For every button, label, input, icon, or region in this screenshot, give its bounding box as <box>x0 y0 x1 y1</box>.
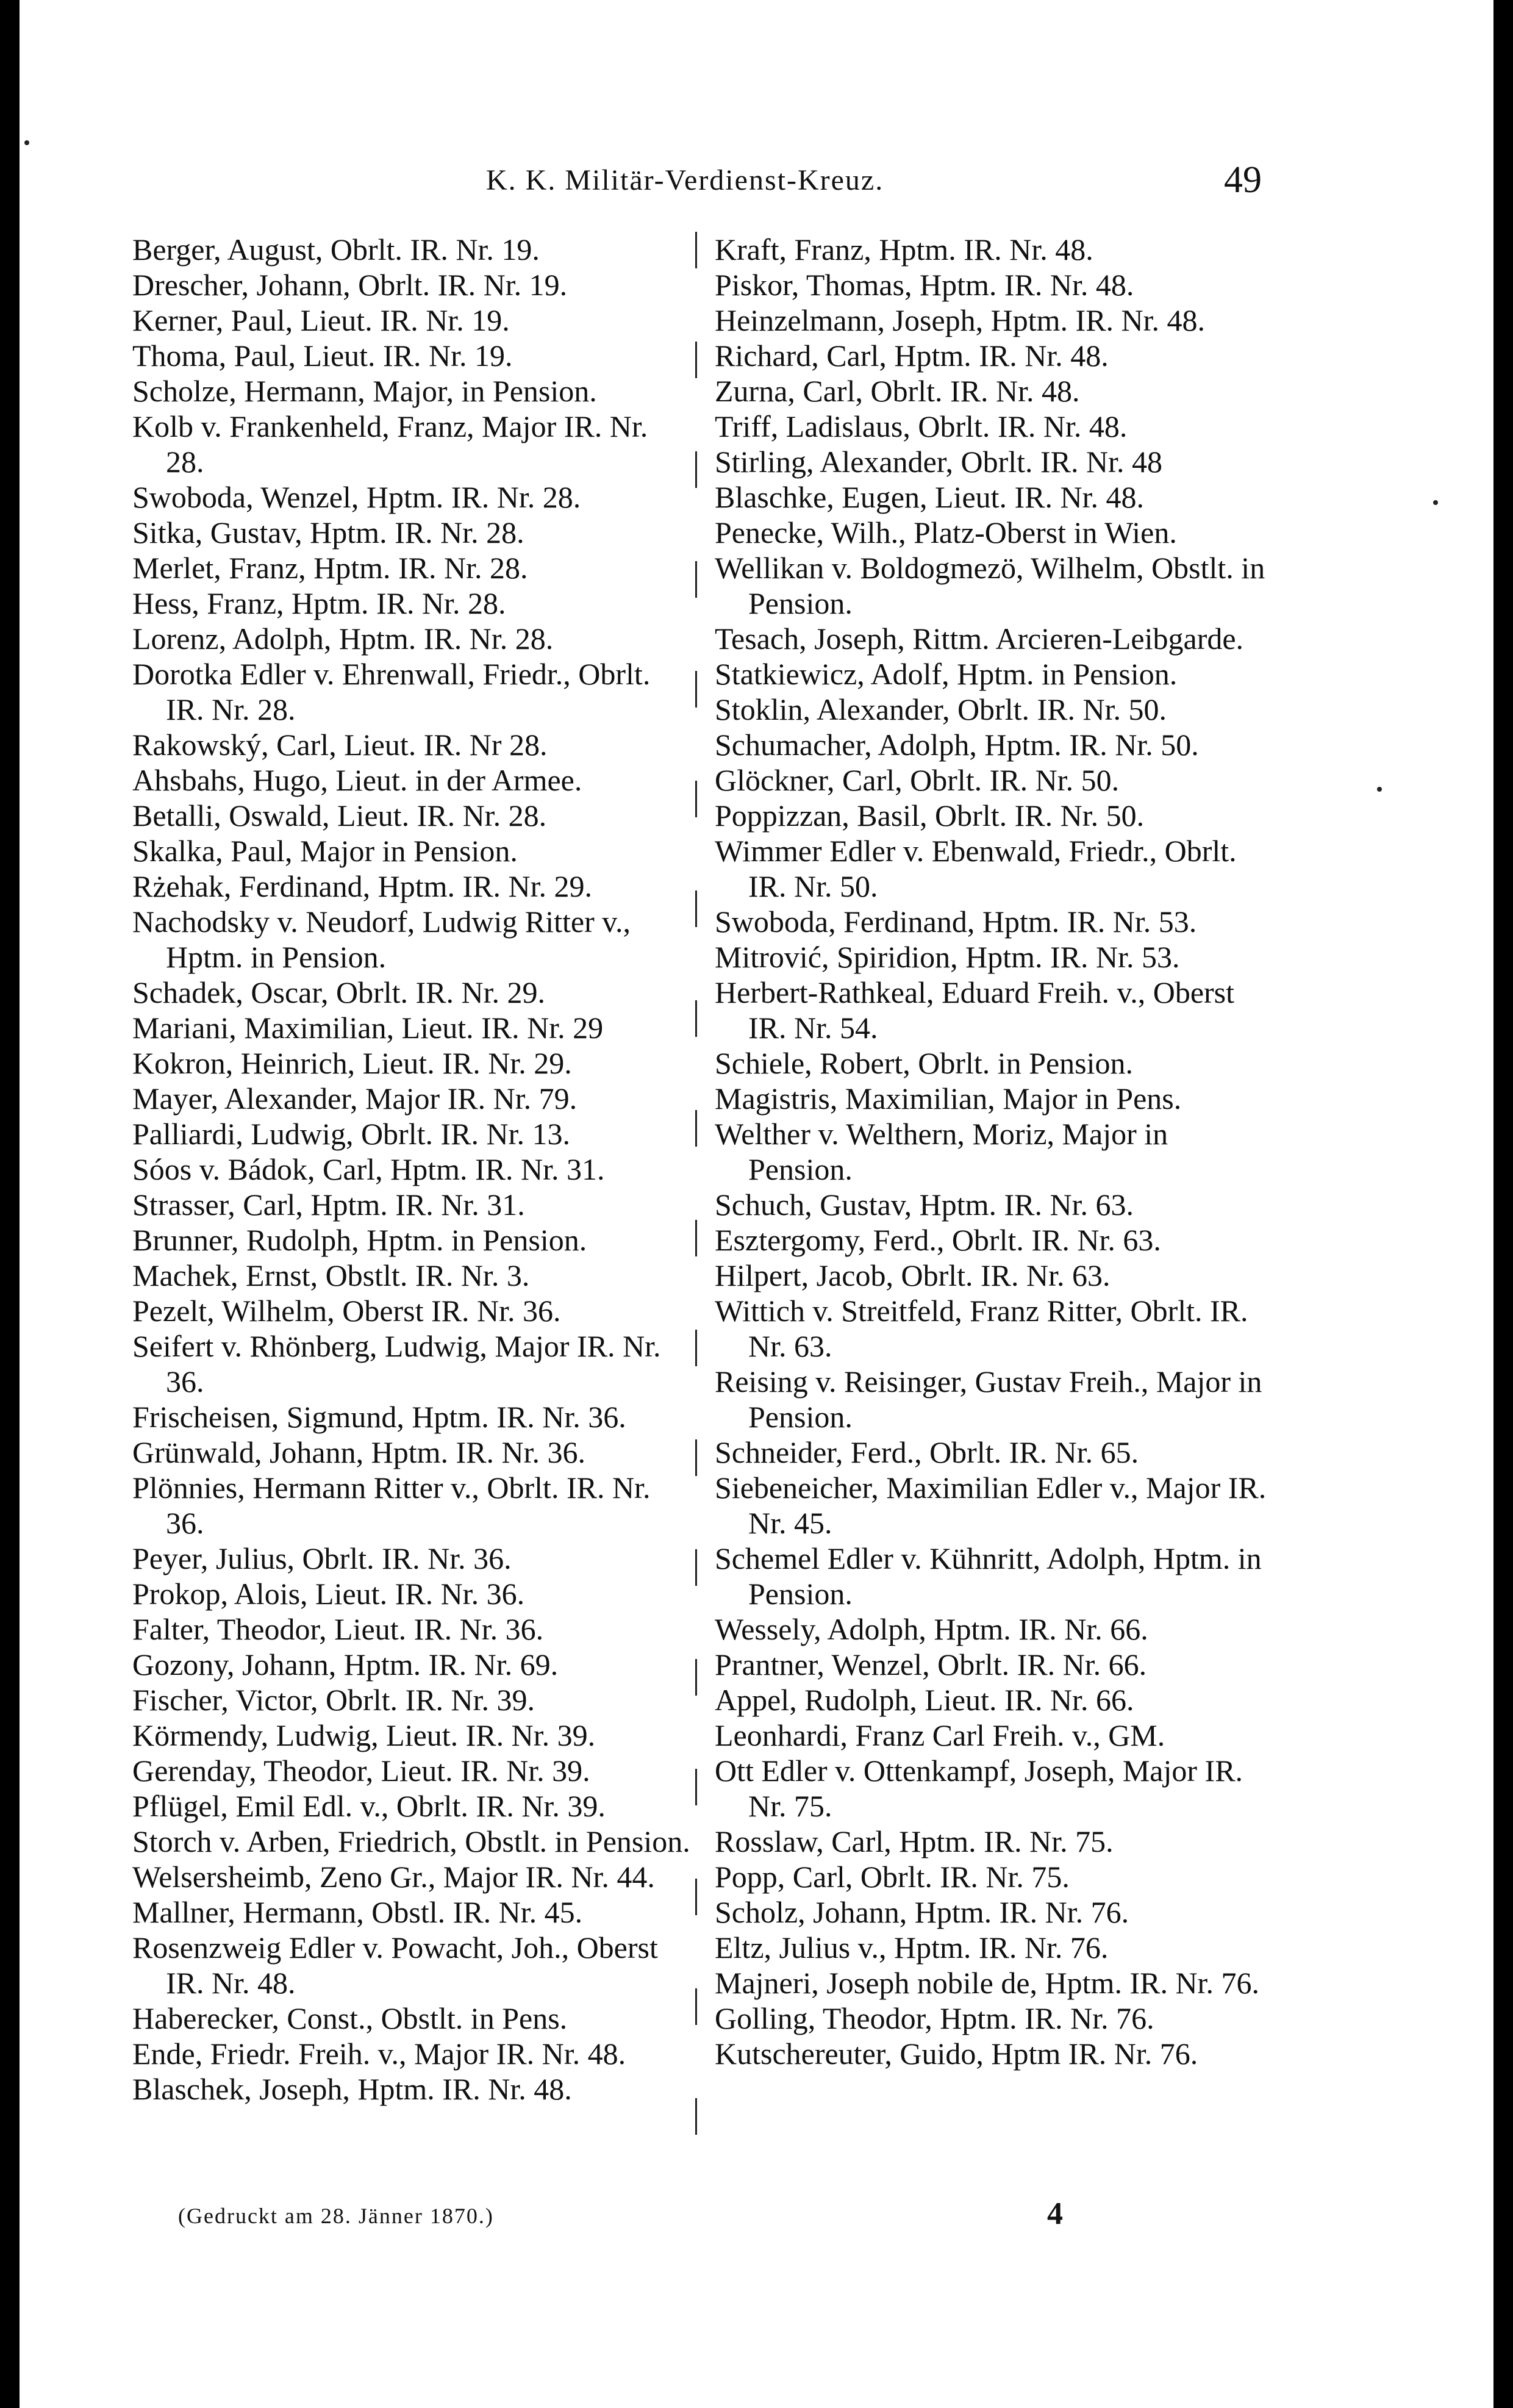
register-entry: Drescher, Johann, Obrlt. IR. Nr. 19. <box>132 268 568 302</box>
register-entry: Stirling, Alexander, Obrlt. IR. Nr. 48 <box>715 445 1163 479</box>
register-entry: Palliardi, Ludwig, Obrlt. IR. Nr. 13. <box>132 1117 570 1151</box>
register-entry: Storch v. Arben, Friedrich, Obstlt. in Pension. <box>132 1824 690 1858</box>
register-entry: Eltz, Julius v., Hptm. IR. Nr. 76. <box>715 1930 1109 1965</box>
register-entry: Körmendy, Ludwig, Lieut. IR. Nr. 39. <box>132 1718 596 1752</box>
page-header <box>20 159 1493 212</box>
register-entry: Pflügel, Emil Edl. v., Obrlt. IR. Nr. 39. <box>132 1789 606 1823</box>
running-title: K. K. Militär-Verdienst-Kreuz. <box>486 164 884 196</box>
register-entry: Hilpert, Jacob, Obrlt. IR. Nr. 63. <box>715 1258 1111 1292</box>
register-entry: Kutschereuter, Guido, Hptm IR. Nr. 76. <box>715 2037 1198 2071</box>
register-entry: Ahsbahs, Hugo, Lieut. in der Armee. <box>132 763 582 797</box>
register-entry: Schuch, Gustav, Hptm. IR. Nr. 63. <box>715 1188 1134 1222</box>
register-entry: Magistris, Maximilian, Major in Pens. <box>715 1081 1182 1116</box>
register-entry: Gozony, Johann, Hptm. IR. Nr. 69. <box>132 1647 559 1682</box>
register-entry: Peyer, Julius, Obrlt. IR. Nr. 36. <box>132 1541 512 1575</box>
register-entry: Herbert-Rathkeal, Eduard Freih. v., Oberst IR. Nr. 54. <box>715 975 1235 1045</box>
register-entry: Kerner, Paul, Lieut. IR. Nr. 19. <box>132 303 510 337</box>
register-entry: Falter, Theodor, Lieut. IR. Nr. 36. <box>132 1612 544 1646</box>
register-entry: Poppizzan, Basil, Obrlt. IR. Nr. 50. <box>715 798 1145 833</box>
register-entry: Prokop, Alois, Lieut. IR. Nr. 36. <box>132 1577 525 1611</box>
register-entry: Mitrović, Spiridion, Hptm. IR. Nr. 53. <box>715 940 1180 974</box>
register-entry: Kokron, Heinrich, Lieut. IR. Nr. 29. <box>132 1046 572 1080</box>
register-entry: Golling, Theodor, Hptm. IR. Nr. 76. <box>715 2001 1154 2035</box>
register-entry: Ende, Friedr. Freih. v., Major IR. Nr. 48. <box>132 2037 626 2071</box>
print-date-imprint: (Gedruckt am 28. Jänner 1870.) <box>178 2204 494 2228</box>
register-entry: Berger, August, Obrlt. IR. Nr. 19. <box>132 232 540 267</box>
register-entry: Kraft, Franz, Hptm. IR. Nr. 48. <box>715 232 1093 267</box>
register-entry: Frischeisen, Sigmund, Hptm. IR. Nr. 36. <box>132 1400 626 1434</box>
left-column <box>132 232 693 2107</box>
register-entry: Haberecker, Const., Obstlt. in Pens. <box>132 2001 568 2035</box>
register-entry: Pezelt, Wilhelm, Oberst IR. Nr. 36. <box>132 1294 561 1328</box>
register-entry: Scholz, Johann, Hptm. IR. Nr. 76. <box>715 1895 1129 1929</box>
register-entry: Merlet, Franz, Hptm. IR. Nr. 28. <box>132 551 528 585</box>
register-entry: Skalka, Paul, Major in Pension. <box>132 834 518 868</box>
register-entry: Mallner, Hermann, Obstl. IR. Nr. 45. <box>132 1895 583 1929</box>
register-entry: Blaschek, Joseph, Hptm. IR. Nr. 48. <box>132 2072 572 2106</box>
signature-mark: 4 <box>1047 2196 1063 2231</box>
register-entry: Piskor, Thomas, Hptm. IR. Nr. 48. <box>715 268 1134 302</box>
register-entry: Fischer, Victor, Obrlt. IR. Nr. 39. <box>132 1683 535 1717</box>
register-entry: Blaschke, Eugen, Lieut. IR. Nr. 48. <box>715 480 1145 514</box>
register-entry: Appel, Rudolph, Lieut. IR. Nr. 66. <box>715 1683 1134 1717</box>
print-speck <box>24 140 29 145</box>
register-entry: Wessely, Adolph, Hptm. IR. Nr. 66. <box>715 1612 1148 1646</box>
register-entry: Statkiewicz, Adolf, Hptm. in Pension. <box>715 657 1178 691</box>
register-entry: Schneider, Ferd., Obrlt. IR. Nr. 65. <box>715 1435 1139 1469</box>
register-entry: Sóos v. Bádok, Carl, Hptm. IR. Nr. 31. <box>132 1152 605 1186</box>
register-entry: Schiele, Robert, Obrlt. in Pension. <box>715 1046 1134 1080</box>
register-entry: Swoboda, Ferdinand, Hptm. IR. Nr. 53. <box>715 905 1197 939</box>
register-entry: Sitka, Gustav, Hptm. IR. Nr. 28. <box>132 515 524 550</box>
register-entry: Schadek, Oscar, Obrlt. IR. Nr. 29. <box>132 975 546 1009</box>
register-entry: Zurna, Carl, Obrlt. IR. Nr. 48. <box>715 374 1080 408</box>
register-entry: Mariani, Maximilian, Lieut. IR. Nr. 29 <box>132 1011 604 1045</box>
page-number: 49 <box>1224 159 1262 201</box>
register-entry: Schumacher, Adolph, Hptm. IR. Nr. 50. <box>715 728 1199 762</box>
register-entry: Heinzelmann, Joseph, Hptm. IR. Nr. 48. <box>715 303 1206 337</box>
register-entry: Dorotka Edler v. Ehrenwall, Friedr., Obrlt. IR. Nr. 28. <box>132 657 651 726</box>
register-entry: Thoma, Paul, Lieut. IR. Nr. 19. <box>132 339 513 373</box>
register-entry: Hess, Franz, Hptm. IR. Nr. 28. <box>132 586 506 620</box>
register-entry: Kolb v. Frankenheld, Franz, Major IR. Nr. 28. <box>132 409 648 479</box>
register-entry: Siebeneicher, Maximilian Edler v., Major IR. Nr. 45. <box>715 1471 1267 1540</box>
register-entry: Leonhardi, Franz Carl Freih. v., GM. <box>715 1718 1165 1752</box>
register-entry: Rakowský, Carl, Lieut. IR. Nr 28. <box>132 728 548 762</box>
register-entry: Wittich v. Streitfeld, Franz Ritter, Obrlt. IR. Nr. 63. <box>715 1294 1248 1363</box>
register-entry: Swoboda, Wenzel, Hptm. IR. Nr. 28. <box>132 480 581 514</box>
register-entry: Schemel Edler v. Kühnritt, Adolph, Hptm. in Pension. <box>715 1541 1262 1611</box>
register-entry: Welsersheimb, Zeno Gr., Major IR. Nr. 44. <box>132 1860 655 1894</box>
register-entry: Betalli, Oswald, Lieut. IR. Nr. 28. <box>132 798 547 833</box>
register-entry: Penecke, Wilh., Platz-Oberst in Wien. <box>715 515 1177 550</box>
register-entry: Machek, Ernst, Obstlt. IR. Nr. 3. <box>132 1258 530 1292</box>
register-entry: Brunner, Rudolph, Hptm. in Pension. <box>132 1223 587 1257</box>
register-entry: Grünwald, Johann, Hptm. IR. Nr. 36. <box>132 1435 585 1469</box>
register-entry: Nachodsky v. Neudorf, Ludwig Ritter v., Hptm. in Pension. <box>132 905 631 974</box>
register-entry: Rżehak, Ferdinand, Hptm. IR. Nr. 29. <box>132 869 593 903</box>
register-entry: Seifert v. Rhönberg, Ludwig, Major IR. Nr. 36. <box>132 1329 661 1399</box>
register-entry: Esztergomy, Ferd., Obrlt. IR. Nr. 63. <box>715 1223 1161 1257</box>
document-page <box>20 0 1493 2408</box>
register-entry: Richard, Carl, Hptm. IR. Nr. 48. <box>715 339 1109 373</box>
print-speck <box>1377 787 1382 792</box>
register-entry: Wimmer Edler v. Ebenwald, Friedr., Obrlt. IR. Nr. 50. <box>715 834 1237 903</box>
register-entry: Tesach, Joseph, Rittm. Arcieren-Leibgarde. <box>715 622 1244 656</box>
register-entry: Glöckner, Carl, Obrlt. IR. Nr. 50. <box>715 763 1120 797</box>
register-entry: Popp, Carl, Obrlt. IR. Nr. 75. <box>715 1860 1070 1894</box>
register-entry: Rosenzweig Edler v. Powacht, Joh., Oberst IR. Nr. 48. <box>132 1930 658 2000</box>
register-entry: Welther v. Welthern, Moriz, Major in Pension. <box>715 1117 1168 1186</box>
register-entry: Triff, Ladislaus, Obrlt. IR. Nr. 48. <box>715 409 1128 443</box>
print-speck <box>1433 500 1438 505</box>
register-entry: Lorenz, Adolph, Hptm. IR. Nr. 28. <box>132 622 554 656</box>
register-entry: Wellikan v. Boldogmezö, Wilhelm, Obstlt. in Pension. <box>715 551 1265 620</box>
register-entry: Prantner, Wenzel, Obrlt. IR. Nr. 66. <box>715 1647 1147 1682</box>
register-entry: Plönnies, Hermann Ritter v., Obrlt. IR. Nr. 36. <box>132 1471 651 1540</box>
register-entry: Strasser, Carl, Hptm. IR. Nr. 31. <box>132 1188 525 1222</box>
register-entry: Gerenday, Theodor, Lieut. IR. Nr. 39. <box>132 1754 590 1788</box>
register-entry: Mayer, Alexander, Major IR. Nr. 79. <box>132 1081 578 1116</box>
right-column <box>715 232 1276 2071</box>
column-divider <box>695 232 697 2208</box>
register-entry: Rosslaw, Carl, Hptm. IR. Nr. 75. <box>715 1824 1114 1858</box>
register-entry: Stoklin, Alexander, Obrlt. IR. Nr. 50. <box>715 692 1167 726</box>
register-entry: Scholze, Hermann, Major, in Pension. <box>132 374 597 408</box>
register-entry: Ott Edler v. Ottenkampf, Joseph, Major IR. Nr. 75. <box>715 1754 1243 1823</box>
register-entry: Reising v. Reisinger, Gustav Freih., Major in Pension. <box>715 1364 1262 1434</box>
register-entry: Majneri, Joseph nobile de, Hptm. IR. Nr. 76. <box>715 1966 1259 2000</box>
